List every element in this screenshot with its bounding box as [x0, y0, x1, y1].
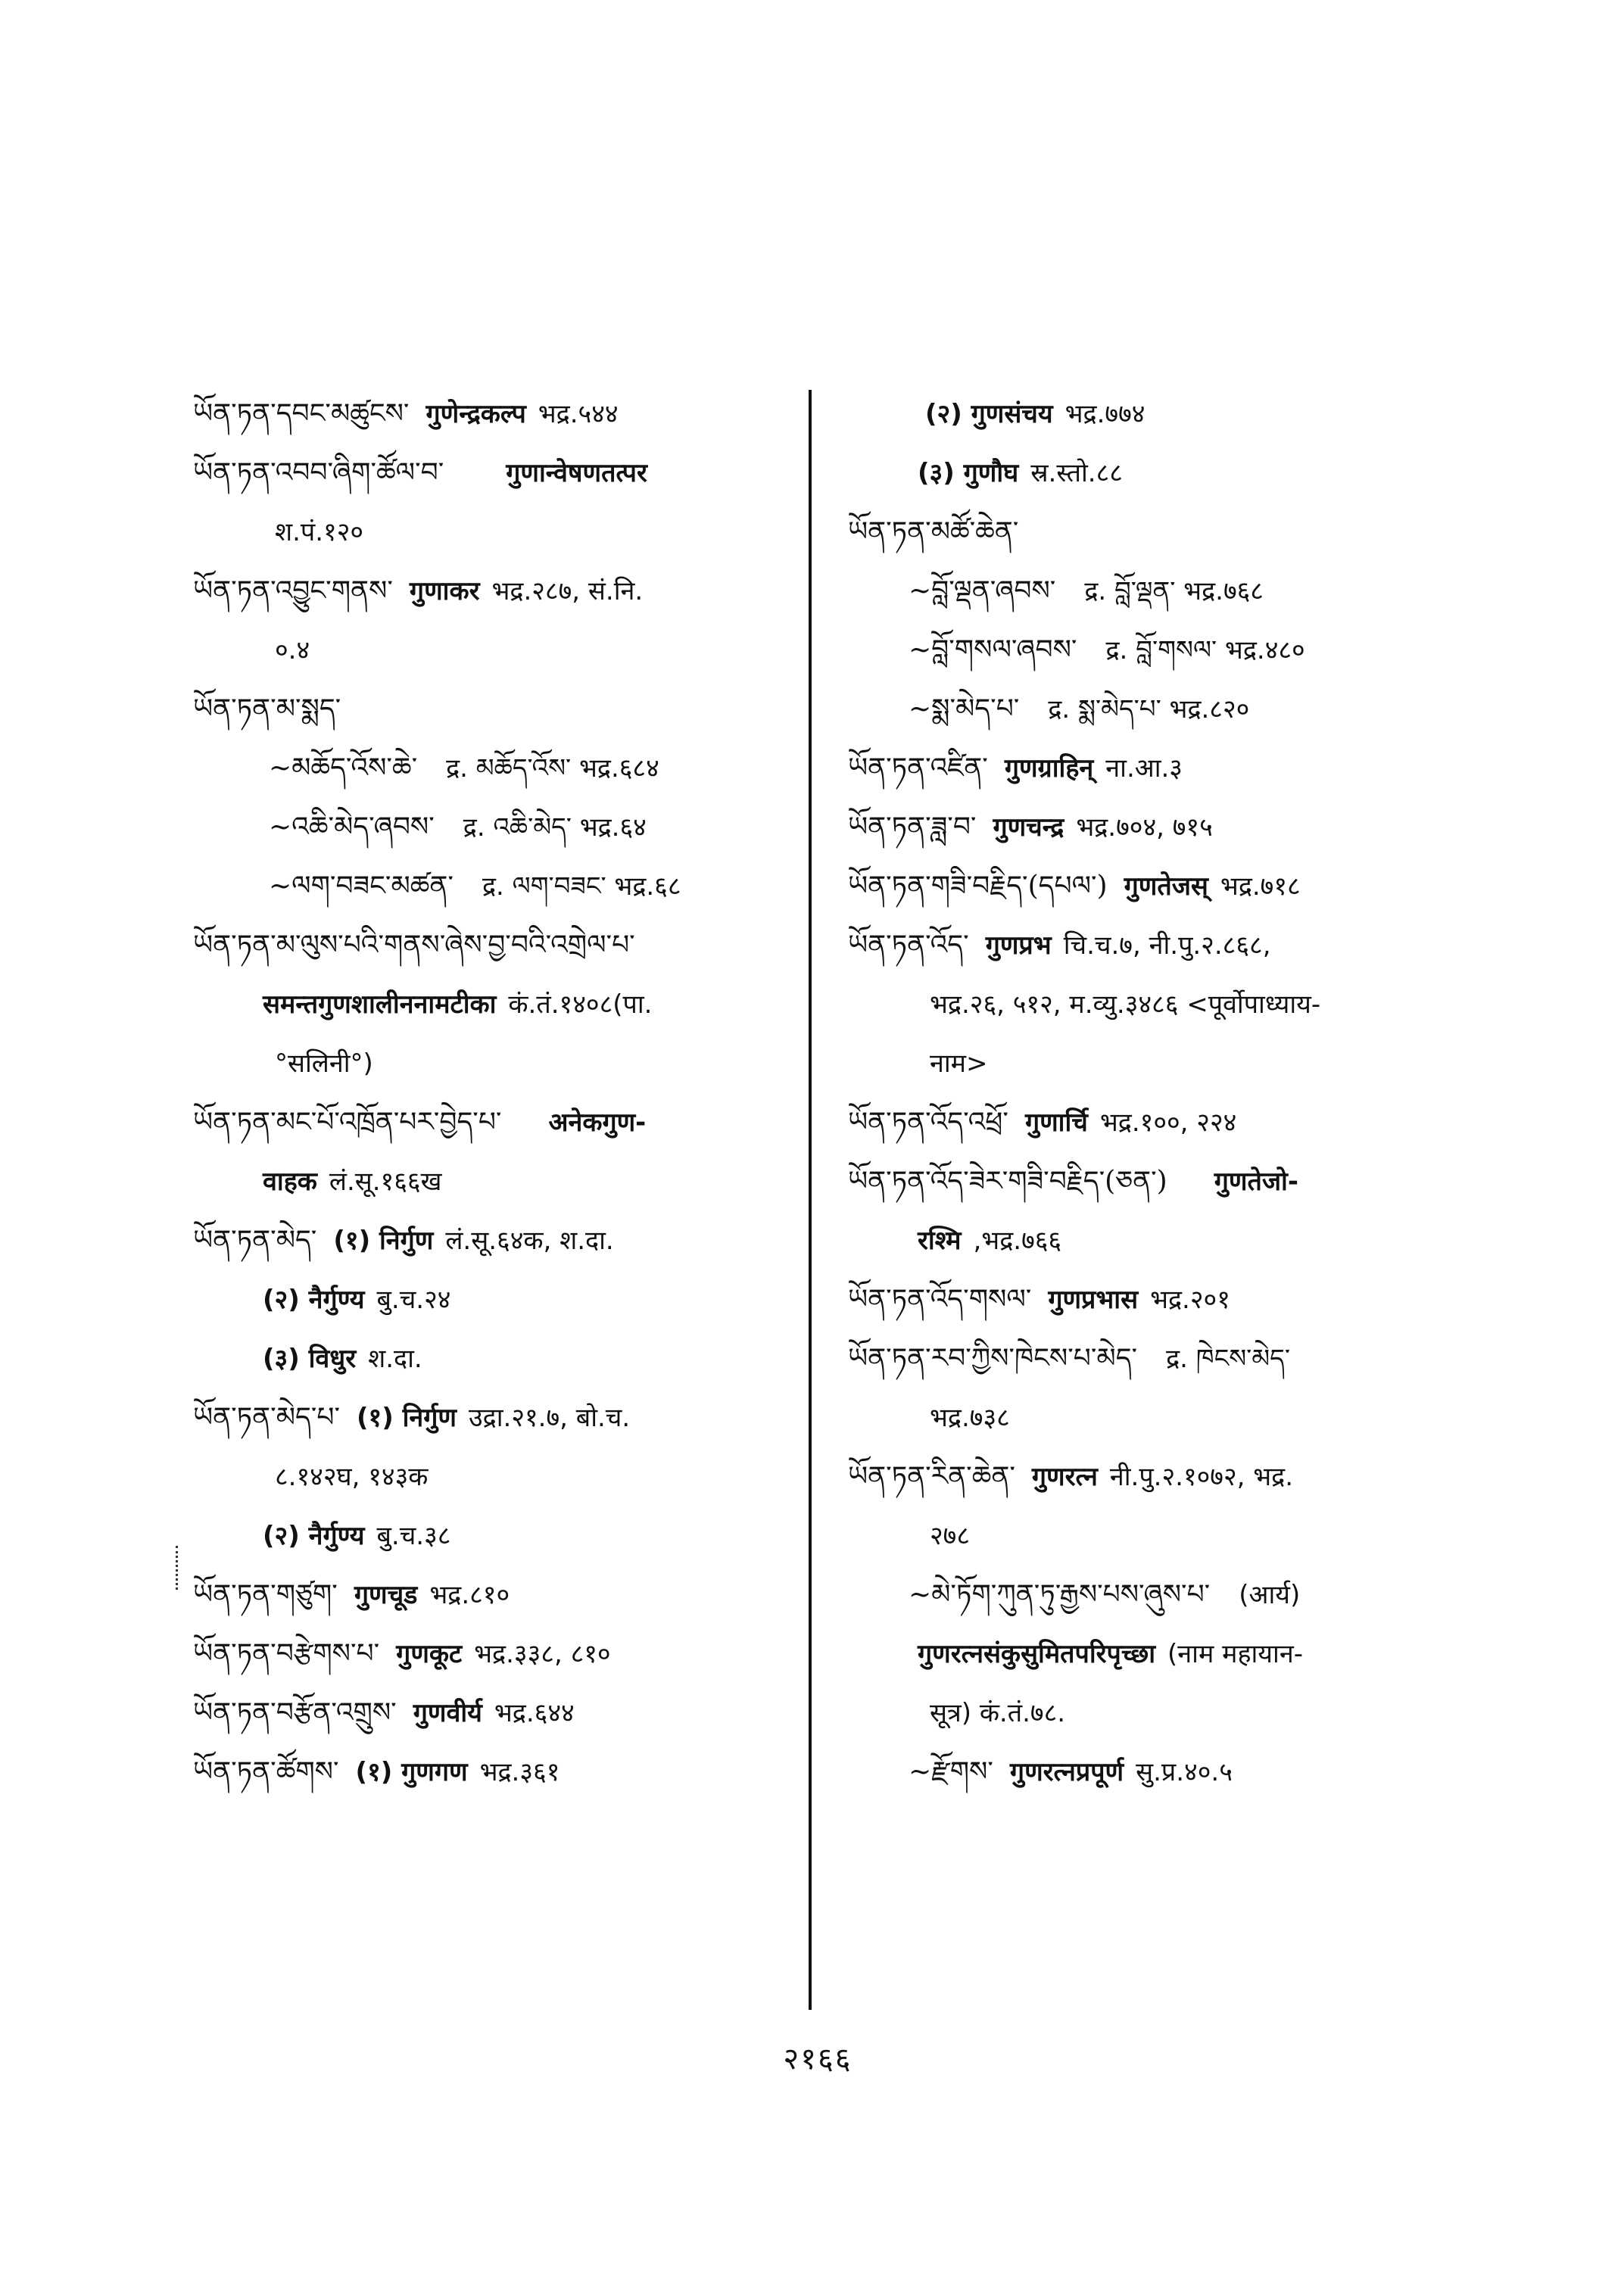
source-reference: २७८	[930, 1521, 971, 1551]
list-item	[193, 857, 810, 916]
sanskrit-equivalent: वाहक	[263, 1167, 317, 1197]
source-reference: सूत्र) कं.तं.७८.	[930, 1698, 1066, 1728]
tibetan-headword: ཡོན་ཏན་གཟི་བརྗིད་(དཔལ་)	[848, 871, 1108, 902]
list-item	[193, 1506, 810, 1566]
source-reference: द्र. ལག་བཟང་ भद्र.६८	[482, 871, 681, 902]
list-item	[848, 1447, 1476, 1506]
source-reference: भद्र.१००, २२४	[1099, 1108, 1237, 1138]
source-reference: भद्र.७३८	[930, 1403, 1010, 1433]
sanskrit-equivalent: गुणाकर	[409, 576, 480, 606]
list-item	[193, 1211, 810, 1270]
list-item	[193, 1684, 810, 1743]
sanskrit-equivalent: गुणार्चि	[1024, 1108, 1088, 1138]
list-item	[193, 680, 810, 739]
source-reference: लं.सू.१६६ख	[329, 1167, 442, 1197]
source-reference: द्र. འཆི་མེད་ भद्र.६४	[463, 812, 647, 843]
source-reference: भद्र.२०१	[1150, 1285, 1230, 1315]
tibetan-headword: ~མཆོད་འོས་ཆེ་	[269, 752, 418, 784]
source-reference: द्र. བློ་གསལ་ भद्र.४८०	[1105, 635, 1305, 665]
list-item	[193, 1625, 810, 1684]
source-reference: उद्रा.२१.७, बो.च.	[469, 1403, 631, 1433]
list-item	[848, 857, 1476, 916]
sanskrit-equivalent: गुणतेजो-	[1214, 1167, 1298, 1197]
source-reference: भद्र.६४४	[494, 1698, 575, 1728]
list-item	[193, 975, 810, 1034]
list-item	[193, 739, 810, 798]
source-reference: द्र. མཆོད་འོས་ भद्र.६८४	[446, 753, 659, 784]
list-item	[848, 1270, 1476, 1329]
sanskrit-equivalent: गुणान्वेषणतत्पर	[506, 458, 647, 488]
source-reference: भद्र.२८७, सं.नि.	[491, 576, 644, 606]
source-reference: नी.पु.२.१०७२, भद्र.	[1109, 1462, 1294, 1492]
source-reference: स्र.स्तो.८८	[1030, 458, 1123, 488]
list-item	[848, 1034, 1476, 1093]
source-reference: भद्र.७१८	[1220, 871, 1301, 902]
sanskrit-equivalent: गुणरत्नप्रपूर्ण	[1009, 1757, 1124, 1787]
tibetan-headword: ཡོན་ཏན་དབང་མཚུངས་	[193, 398, 410, 429]
sanskrit-equivalent: गुणरत्न	[1031, 1462, 1098, 1492]
source-reference: द्र. སྨ་མེད་པ་ भद्र.८२०	[1048, 694, 1250, 724]
sanskrit-equivalent: (२) गुणसंचय	[925, 399, 1053, 429]
source-reference: लं.सू.६४क, श.दा.	[445, 1226, 614, 1256]
list-item	[193, 1152, 810, 1211]
list-item	[848, 385, 1476, 444]
list-item	[848, 975, 1476, 1034]
tibetan-headword: ཡོན་ཏན་འབྱུང་གནས་	[193, 575, 393, 606]
tibetan-headword: ~མེ་ཏོག་ཀུན་ཏུ་རྒྱས་པས་ཞུས་པ་	[909, 1579, 1211, 1610]
sanskrit-equivalent: रश्मि	[918, 1226, 962, 1256]
source-reference: ,भद्र.७६६	[973, 1226, 1062, 1256]
tibetan-headword: ཡོན་ཏན་ཟླ་བ་	[848, 812, 977, 843]
list-item	[848, 1093, 1476, 1152]
sanskrit-equivalent: (१) निर्गुण	[333, 1226, 434, 1256]
list-item	[193, 916, 810, 975]
source-reference: (आर्य)	[1239, 1580, 1301, 1610]
list-item	[848, 1329, 1476, 1388]
source-reference: भद्र.२६, ५१२, म.व्यु.३४८६ <पूर्वोपाध्याय-	[930, 989, 1321, 1020]
sanskrit-equivalent: अनेकगुण-	[548, 1108, 647, 1138]
list-item	[848, 1152, 1476, 1211]
source-reference: (नाम महायान-	[1167, 1639, 1303, 1669]
tibetan-headword: ཡོན་ཏན་འོད་	[848, 930, 969, 961]
list-item	[848, 562, 1476, 621]
tibetan-headword: ཡོན་ཏན་མེད་པ་	[193, 1402, 341, 1433]
sanskrit-equivalent: गुणवीर्य	[413, 1698, 482, 1728]
source-reference: नाम>	[930, 1048, 988, 1079]
list-item	[848, 1388, 1476, 1447]
tibetan-headword: ~བློ་གསལ་ཞབས་	[909, 634, 1077, 665]
source-reference: द्र. ཁེངས་མེད་	[1166, 1344, 1290, 1374]
page-number: २१६६	[783, 2042, 853, 2076]
list-item	[193, 562, 810, 621]
tibetan-headword: ཡོན་ཏན་མཚོ་ཆེན་	[848, 516, 1019, 547]
source-reference: चि.च.७, नी.पु.२.८६८,	[1063, 930, 1271, 961]
source-reference: द्र. བློ་ལྡན་ भद्र.७६८	[1084, 576, 1264, 606]
list-item	[193, 1034, 810, 1093]
left-column	[193, 385, 810, 1802]
list-item	[193, 385, 810, 444]
column-divider	[809, 390, 812, 2010]
source-reference: भद्र.५४४	[538, 399, 619, 429]
source-reference: ना.आ.३	[1105, 753, 1183, 784]
source-reference: भद्र.७०४, ७१५	[1076, 812, 1213, 843]
sanskrit-equivalent: समन्तगुणशालीननामटीका	[263, 989, 497, 1020]
tibetan-headword: ཡོན་ཏན་བརྩོན་འགྲུས་	[193, 1697, 397, 1728]
list-item	[848, 798, 1476, 857]
list-item	[848, 1566, 1476, 1625]
sanskrit-equivalent: गुणेन्द्रकल्प	[425, 399, 526, 429]
right-column	[848, 385, 1476, 1802]
tibetan-headword: ཡོན་ཏན་གཙུག་	[193, 1579, 338, 1610]
source-reference: भद्र.३६१	[479, 1757, 560, 1787]
sanskrit-equivalent: गुणचूड	[354, 1580, 418, 1610]
tibetan-headword: ཡོན་ཏན་མ་ལུས་པའི་གནས་ཞེས་བྱ་བའི་འགྲེལ་པ་	[193, 930, 635, 961]
list-item	[848, 503, 1476, 562]
source-reference: भद्र.८१०	[429, 1580, 510, 1610]
list-item	[848, 621, 1476, 680]
source-reference: भद्र.३३८, ८१०	[474, 1639, 611, 1669]
sanskrit-equivalent: (३) विधुर	[263, 1344, 357, 1374]
source-reference: श.दा.	[368, 1344, 422, 1374]
sanskrit-equivalent: गुणचन्द्र	[993, 812, 1064, 843]
list-item	[848, 444, 1476, 503]
list-item	[848, 680, 1476, 739]
sanskrit-equivalent: गुणग्राहिन्	[1004, 753, 1094, 784]
source-reference: ०.४	[275, 635, 310, 665]
tibetan-headword: ~ལག་བཟང་མཚན་	[269, 871, 454, 902]
sanskrit-equivalent: गुणप्रभास	[1048, 1285, 1139, 1315]
sanskrit-equivalent: (२) नैर्गुण्य	[263, 1285, 365, 1315]
sanskrit-equivalent: (३) गुणौघ	[918, 458, 1019, 488]
list-item	[848, 1506, 1476, 1566]
list-item	[848, 1211, 1476, 1270]
list-item	[848, 916, 1476, 975]
tibetan-headword: ཡོན་ཏན་རིན་ཆེན་	[848, 1461, 1015, 1492]
list-item	[193, 1329, 810, 1388]
tibetan-headword: ཡོན་ཏན་མང་པོ་འཁྲོན་པར་བྱེད་པ་	[193, 1107, 502, 1138]
source-reference: °सलिनी°)	[275, 1048, 373, 1079]
list-item	[848, 1684, 1476, 1743]
source-reference: कं.तं.१४०८(पा.	[508, 989, 653, 1020]
source-reference: बु.च.२४	[376, 1285, 451, 1315]
sanskrit-equivalent: गुणकूट	[396, 1639, 463, 1669]
tibetan-headword: ཡོན་ཏན་མེད་	[193, 1225, 317, 1256]
list-item	[193, 503, 810, 562]
tibetan-headword: ཡོན་ཏན་བརྩེགས་པ་	[193, 1638, 380, 1669]
tibetan-headword: ~སྨ་མེད་པ་	[909, 693, 1020, 724]
tibetan-headword: ཡོན་ཏན་འཛིན་	[848, 752, 988, 784]
tibetan-headword: ཡོན་ཏན་འོད་གསལ་	[848, 1284, 1032, 1315]
tibetan-headword: ཡོན་ཏན་འབབ་ཞིག་ཚོལ་བ་	[193, 457, 444, 488]
sanskrit-equivalent: गुणतेजस्	[1124, 871, 1208, 902]
list-item	[193, 1566, 810, 1625]
list-item	[193, 1743, 810, 1802]
source-reference: सु.प्र.४०.५	[1136, 1757, 1233, 1787]
sanskrit-equivalent: (१) निर्गुण	[357, 1403, 457, 1433]
sanskrit-equivalent: (२) नैर्गुण्य	[263, 1521, 365, 1551]
list-item	[848, 739, 1476, 798]
tibetan-headword: ཡོན་ཏན་ཚོགས་	[193, 1756, 339, 1787]
source-reference: भद्र.७७४	[1064, 399, 1146, 429]
source-reference: श.पं.१२०	[275, 517, 364, 547]
margin-mark	[176, 1546, 182, 1590]
list-item	[193, 798, 810, 857]
tibetan-headword: ཡོན་ཏན་འོད་འཕྲོ་	[848, 1107, 1008, 1138]
list-item	[193, 1388, 810, 1447]
tibetan-headword: ཡོན་ཏན་མ་སྨད་	[193, 693, 341, 724]
tibetan-headword: ཡོན་ཏན་འོད་ཟེར་གཟི་བརྗིད་(ཅན་)	[848, 1166, 1167, 1197]
list-item	[193, 1447, 810, 1506]
source-reference: ८.१४२घ, १४३क	[275, 1462, 429, 1492]
list-item	[193, 1093, 810, 1152]
list-item	[848, 1743, 1476, 1802]
sanskrit-equivalent: (१) गुणगण	[355, 1757, 468, 1787]
tibetan-headword: ~འཆི་མེད་ཞབས་	[269, 812, 435, 843]
list-item	[193, 1270, 810, 1329]
list-item	[193, 621, 810, 680]
sanskrit-equivalent: गुणप्रभ	[985, 930, 1052, 961]
tibetan-headword: ~བློ་ལྡན་ཞབས་	[909, 575, 1056, 606]
list-item	[193, 444, 810, 503]
tibetan-headword: ཡོན་ཏན་རབ་ཀྱིས་ཁེངས་པ་མེད་	[848, 1343, 1138, 1374]
tibetan-headword: ~རྫོགས་	[909, 1756, 993, 1787]
source-reference: बु.च.३८	[376, 1521, 451, 1551]
sanskrit-equivalent: गुणरत्नसंकुसुमितपरिपृच्छा	[918, 1639, 1156, 1669]
list-item	[848, 1625, 1476, 1684]
